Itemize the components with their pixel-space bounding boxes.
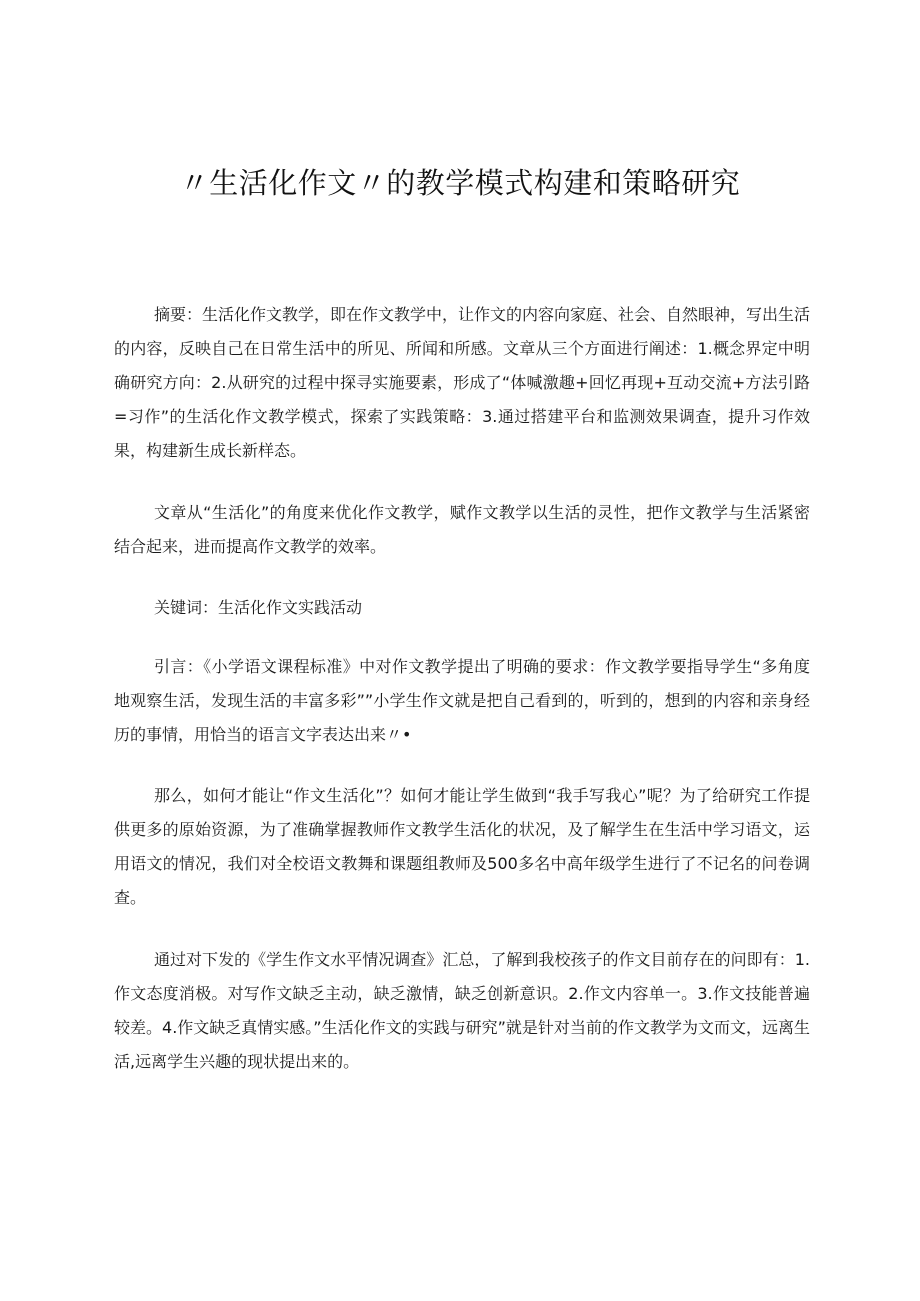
research-question-paragraph: 那么，如何才能让“作文生活化”？如何才能让学生做到“我手写我心”呢？为了给研究工作提供更多的原始资源，为了准确掌握教师作文教学生活化的状况，及了解学生在生活中学习语文，运用语文的情况，我们对全校语文教舞和课题组教师及500多名中高年级学生进行了不记名的问卷调查。	[114, 786, 810, 907]
keywords-paragraph: 关键词：生活化作文实践活动	[154, 598, 363, 617]
introduction-paragraph: 引言：《小学语文课程标准》中对作文教学提出了明确的要求：作文教学要指导学生“多角度地观察生活，发现生活的丰富多彩””小学生作文就是把自己看到的，听到的，想到的内容和亲身经历的事情，用恰当的语言文字表达出来〃•	[114, 657, 810, 744]
summary-paragraph: 文章从“生活化”的角度来优化作文教学，赋作文教学以生活的灵性，把作文教学与生活紧密结合起来，进而提高作文教学的效率。	[114, 503, 810, 556]
survey-findings-paragraph: 通过对下发的《学生作文水平情况调查》汇总，了解到我校孩子的作文目前存在的问即有：1.作文态度消极。对写作文缺乏主动，缺乏激情，缺乏创新意识。2.作文内容单一。3.作文技能普遍较差。4.作文缺乏真情实感。”生活化作文的实践与研究”就是针对当前的作文教学为文而文，远离生活,远离学生兴趣的现状提出来的。	[114, 950, 810, 1071]
document-title: 〃生活化作文〃的教学模式构建和策略研究	[179, 166, 741, 200]
document-body	[114, 298, 810, 1106]
abstract-paragraph: 摘要：生活化作文教学，即在作文教学中，让作文的内容向家庭、社会、自然眼神，写出生活的内容，反映自己在日常生活中的所见、所闻和所感。文章从三个方面进行阐述：1.概念界定中明确研究方向：2.从研究的过程中探寻实施要素，形成了“体喊激趣+回忆再现+互动交流+方法引路=习作”的生活化作文教学模式，探索了实践策略：3.通过搭建平台和监测效果调查，提升习作效果，构建新生成长新样态。	[114, 305, 811, 460]
